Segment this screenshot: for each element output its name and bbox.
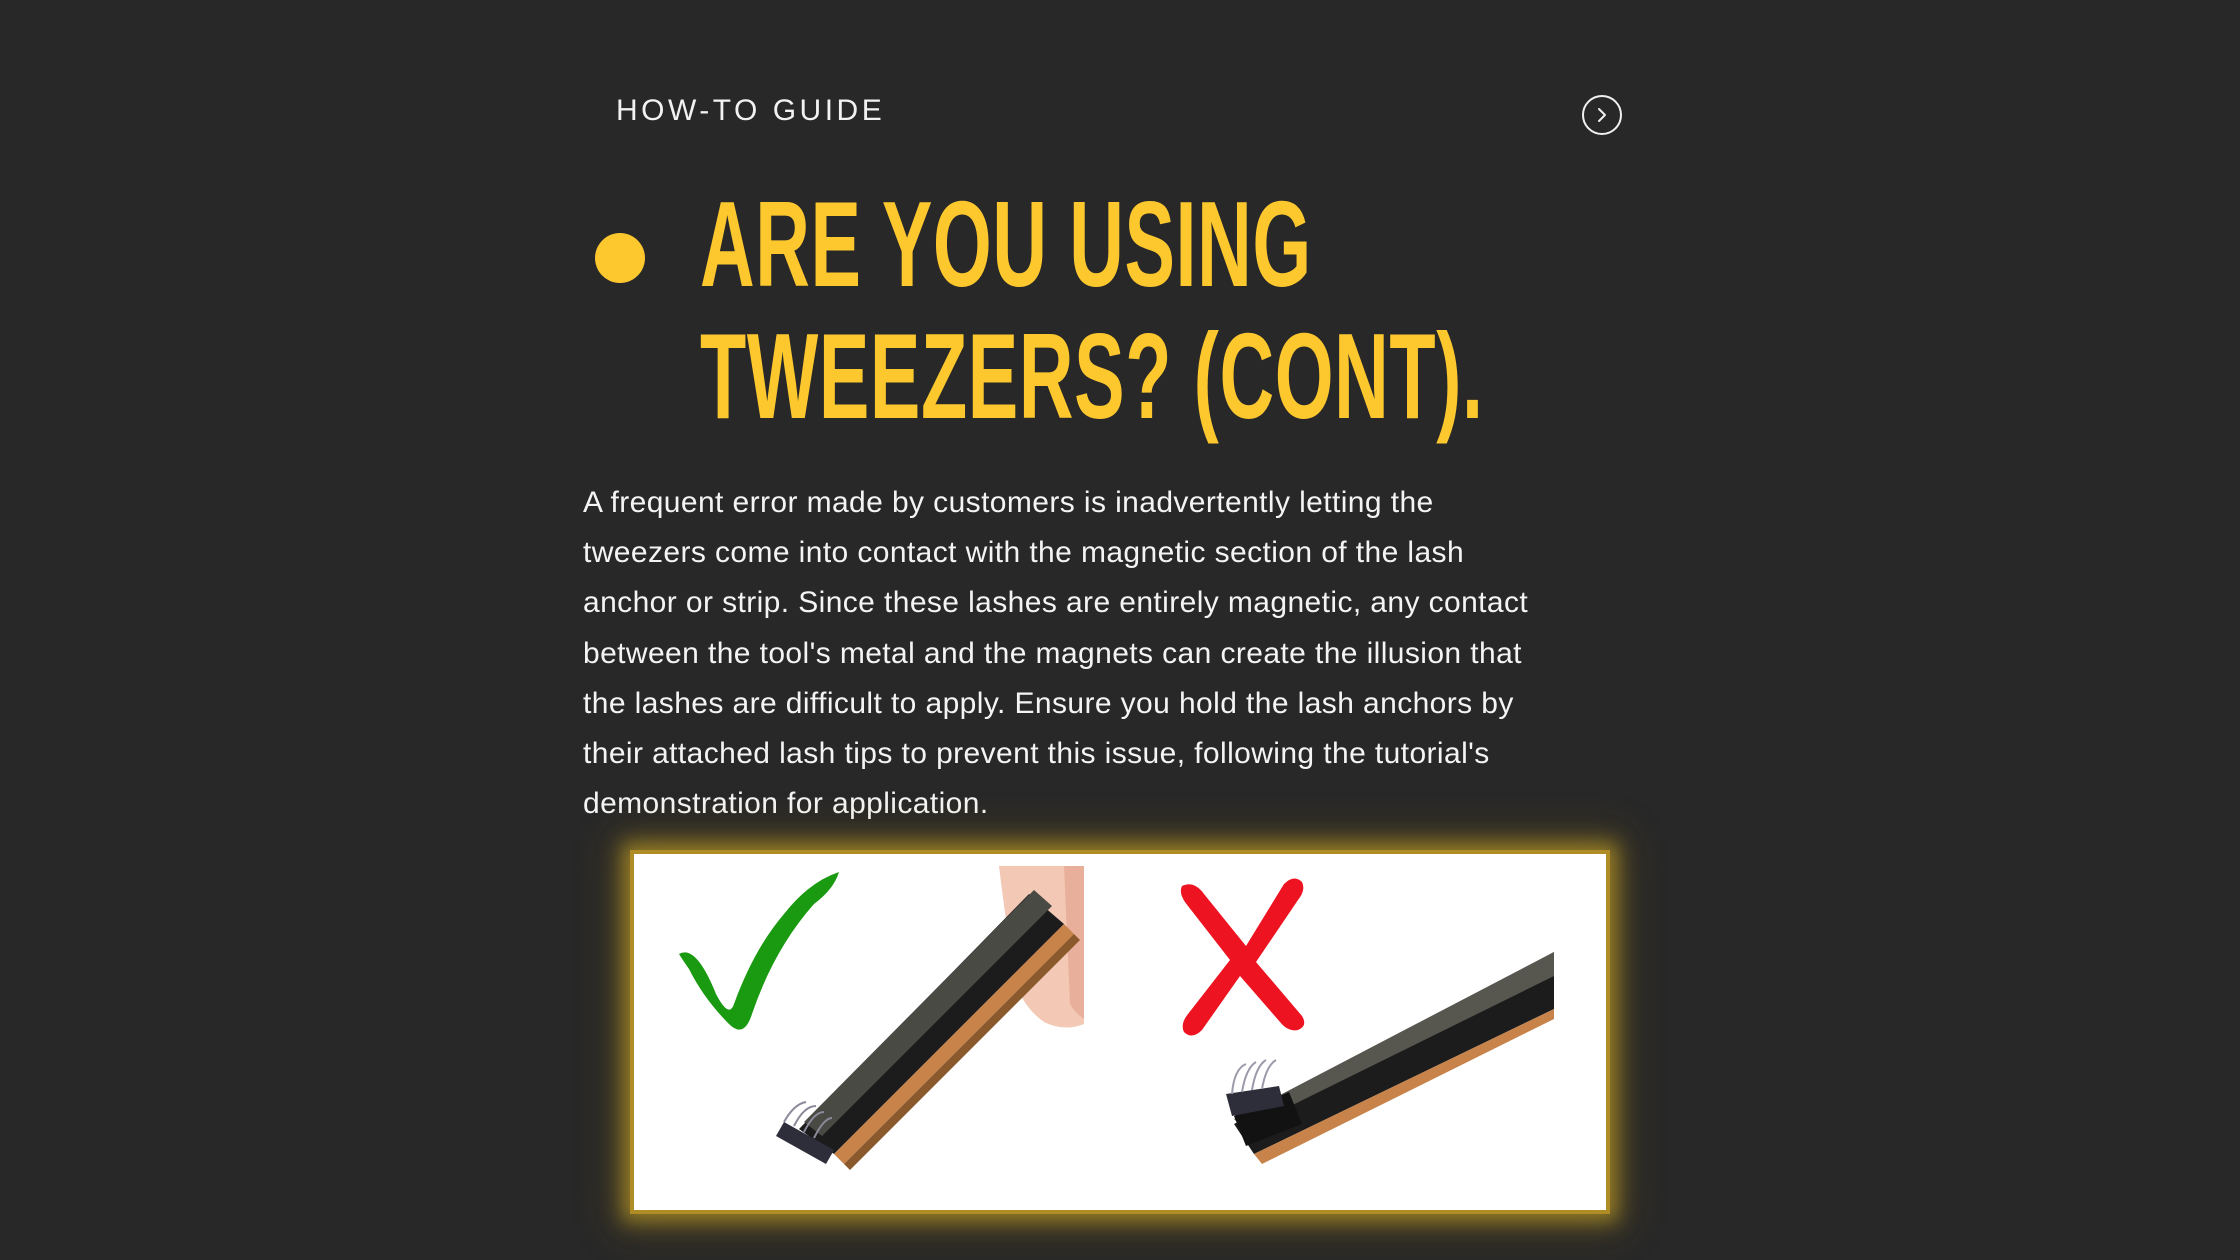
bullet-dot [595, 233, 645, 283]
body-line: the lashes are difficult to apply. Ensure you hold the lash anchors by [583, 686, 1514, 720]
page-title [700, 176, 1484, 444]
x-mark-icon [1181, 878, 1304, 1035]
title-line-2: TWEEZERS? (CONT). [700, 308, 1484, 444]
chevron-right-icon [1593, 106, 1611, 124]
eyebrow-label: HOW-TO GUIDE [616, 94, 886, 127]
tweezers-comparison-image [630, 850, 1610, 1214]
body-paragraph [583, 478, 1663, 829]
body-line: A frequent error made by customers is inadvertently letting the [583, 486, 1434, 519]
body-line: tweezers come into contact with the magnetic section of the lash [583, 536, 1465, 570]
body-line: demonstration for application. [583, 787, 989, 821]
incorrect-tweezers-illustration [1226, 952, 1554, 1164]
body-line: anchor or strip. Since these lashes are entirely magnetic, any contact [583, 586, 1529, 620]
body-line: their attached lash tips to prevent this issue, following the tutorial's [583, 737, 1490, 771]
next-button[interactable] [1582, 95, 1622, 135]
checkmark-icon [679, 872, 839, 1030]
title-line-1: ARE YOU USING [700, 176, 1312, 312]
body-line: between the tool's metal and the magnets can create the illusion that [583, 636, 1522, 670]
correct-tweezers-illustration [776, 866, 1084, 1170]
